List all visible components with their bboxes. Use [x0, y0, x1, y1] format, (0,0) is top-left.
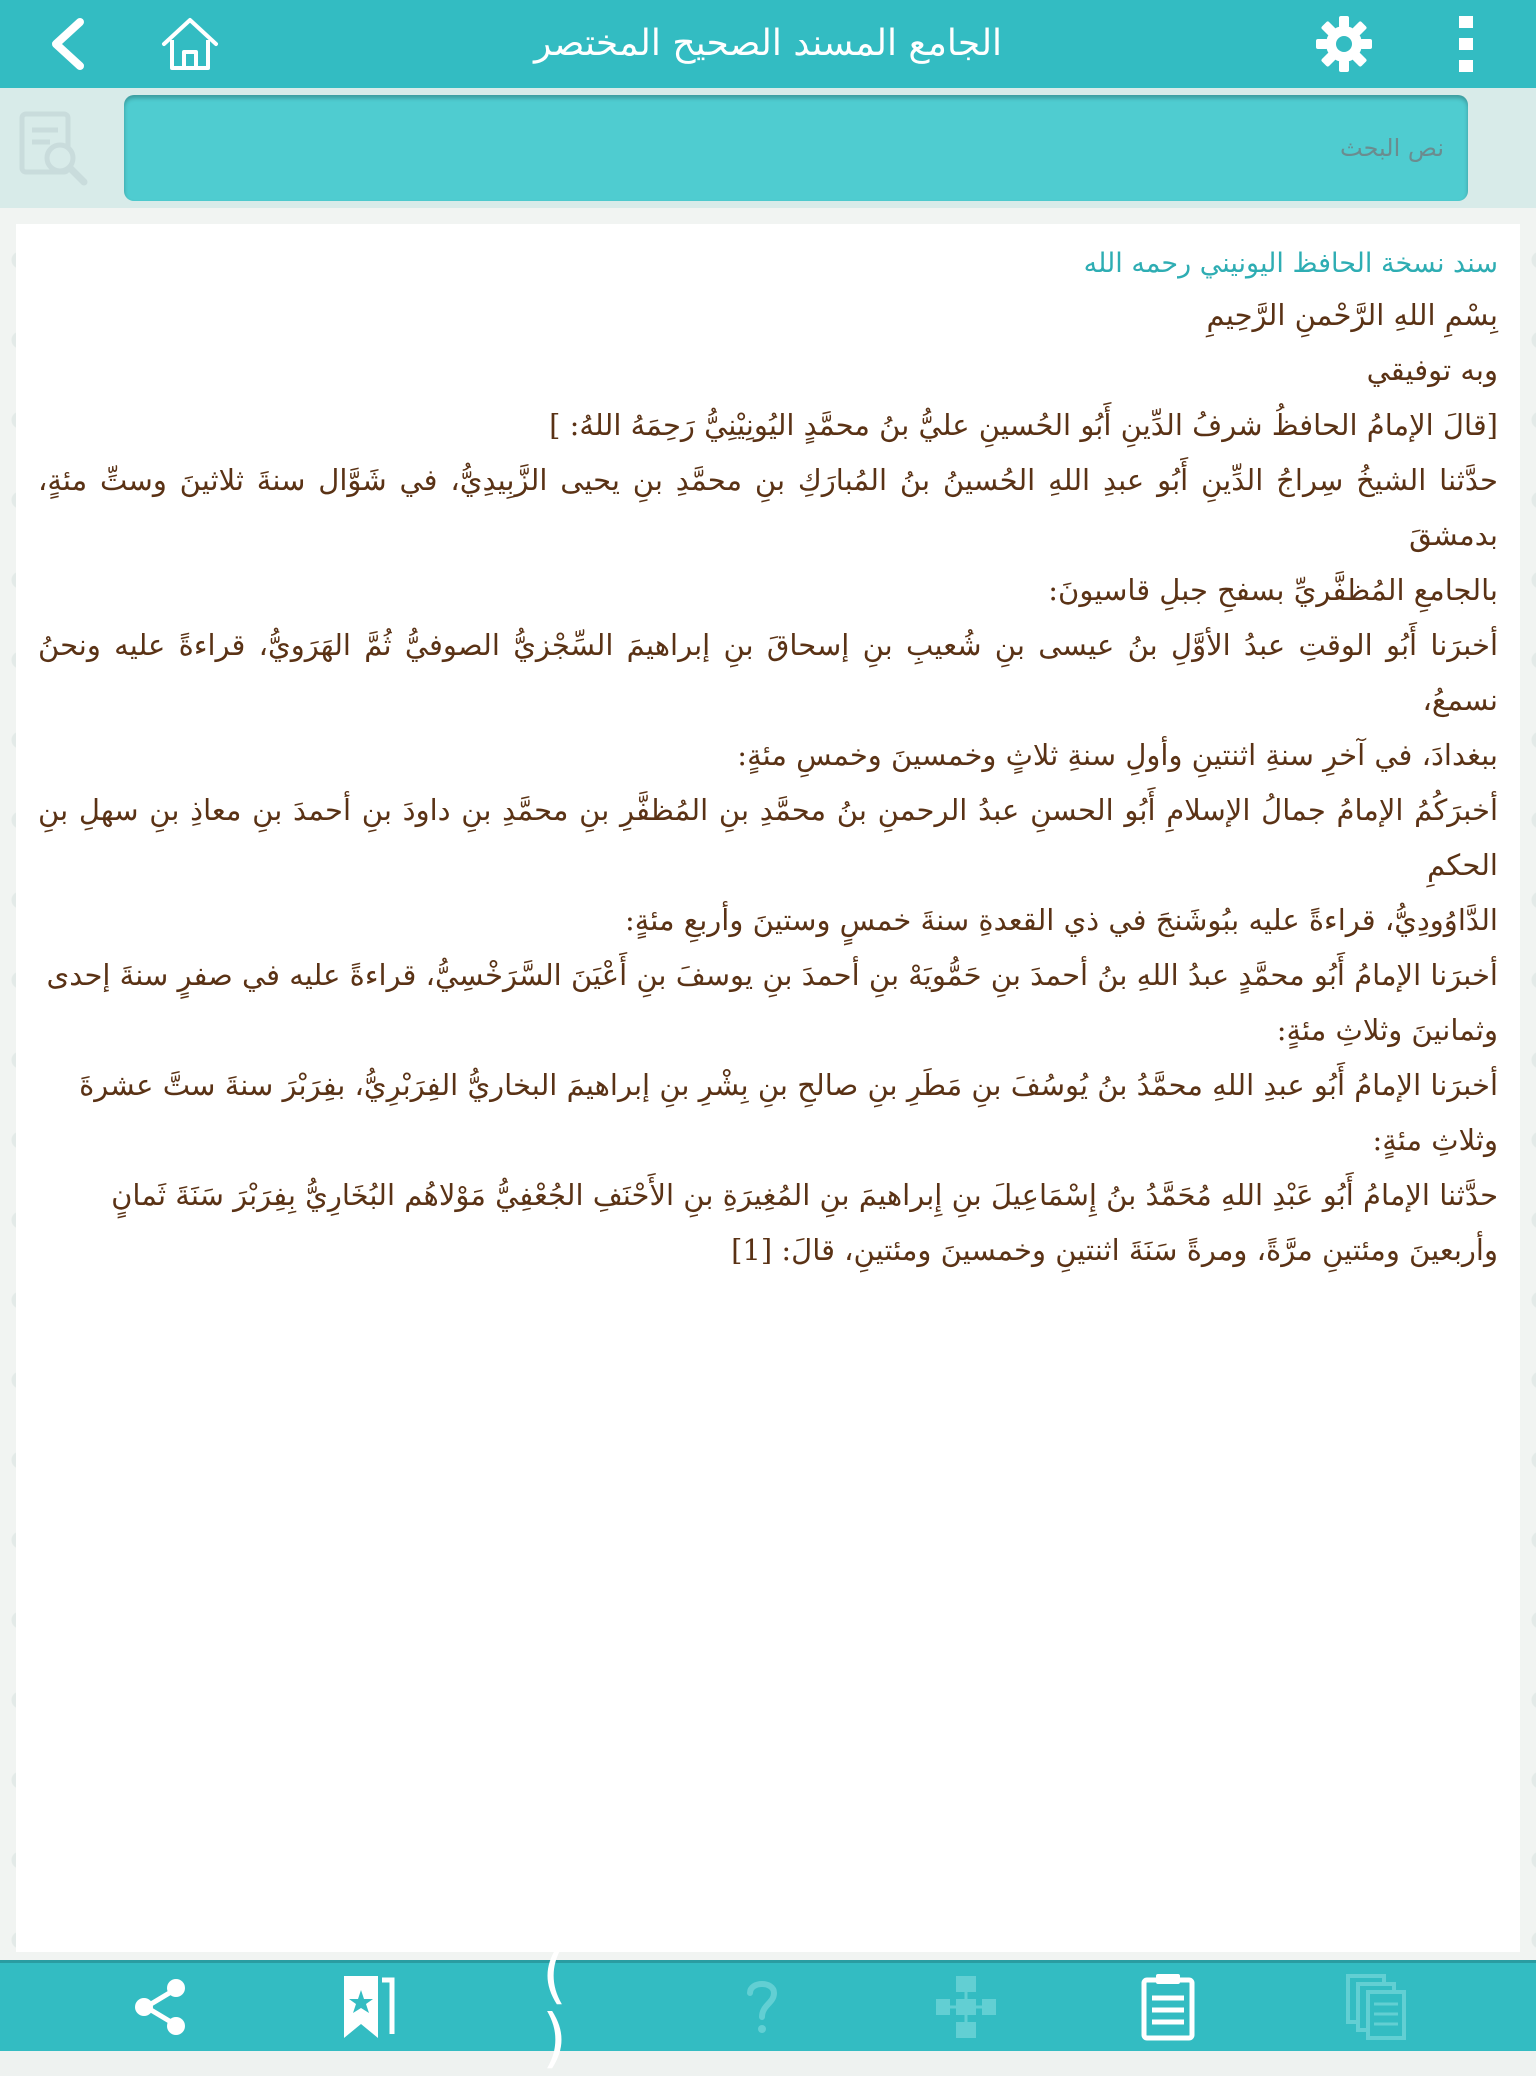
text-line: أخبرَنا أَبُو الوقتِ عبدُ الأوَّلِ بنُ عيسى بنِ شُعيبِ بنِ إسحاقَ بنِ إبراهيمَ السِّجْزيُّ الصوفيُّ ثُمَّ الهَرَويُّ، قراءةً عليه ونحنُ نسمعُ،: [38, 628, 1498, 717]
tree-structure-icon: [934, 1972, 998, 2042]
home-icon: [158, 14, 222, 74]
text-line: بِسْمِ اللهِ الرَّحْمنِ الرَّحِيمِ: [1206, 298, 1498, 332]
notes-button[interactable]: [1118, 1963, 1218, 2051]
parentheses-button[interactable]: [512, 1938, 632, 2076]
copy-pages-icon: [1344, 1972, 1408, 2042]
settings-button[interactable]: [1300, 0, 1388, 88]
text-line: [قالَ الإمامُ الحافظُ شرفُ الدِّينِ أَبُو الحُسينِ عليُّ بنُ محمَّدٍ اليُونِيْنِيُّ رَحِمَهُ اللهُ: ]: [549, 408, 1498, 442]
vertical-dots-icon: [1456, 12, 1476, 76]
copy-button[interactable]: [1326, 1963, 1426, 2051]
question-mark-icon: [742, 1975, 782, 2039]
share-button[interactable]: [110, 1963, 210, 2051]
text-line: أخبرَكُمُ الإمامُ جمالُ الإسلامِ أَبُو الحسنِ عبدُ الرحمنِ بنُ محمَّدِ بنِ المُظفَّرِ بنِ محمَّدِ بنِ داودَ بنِ أحمدَ بنِ معاذِ بنِ سهلِ بنِ الحكمِ: [38, 793, 1498, 882]
back-button[interactable]: [24, 0, 112, 88]
text-line: وثلاثِ مئةٍ:: [1372, 1123, 1498, 1157]
text-line: الدَّاوُودِيُّ، قراءةً عليه ببُوشَنجَ في ذي القعدةِ سنةَ خمسٍ وستينَ وأربعِ مئةٍ:: [624, 903, 1498, 937]
text-line: وثمانينَ وثلاثِ مئةٍ:: [1276, 1013, 1498, 1047]
search-box: [124, 95, 1468, 201]
notes-clipboard-icon: [1138, 1972, 1198, 2042]
page-title: الجامع المسند الصحيح المختصر: [533, 23, 1003, 64]
text-line: بالجامعِ المُظفَّريِّ بسفحِ جبلِ قاسيونَ:: [1048, 573, 1498, 607]
bookmark-star-icon: [338, 1972, 398, 2042]
search-document-icon: [16, 108, 90, 188]
parentheses-icon: ( ): [542, 1938, 597, 2076]
gear-icon: [1314, 14, 1374, 74]
top-bar: [0, 0, 1536, 91]
chevron-left-icon: [44, 16, 92, 72]
bookmark-button[interactable]: [318, 1963, 418, 2051]
text-line: حدَّثنا الإمامُ أَبُو عَبْدِ اللهِ مُحَمَّدُ بنُ إِسْمَاعِيلَ بنِ إِبراهيمَ بنِ المُغِيرَةِ بنِ الأَحْنَفِ الجُعْفِيُّ مَوْلاهُم البُخَارِيُّ بِفِرَبْرَ سَنَةَ ثَمانٍ: [111, 1178, 1498, 1212]
text-line: حدَّثنا الشيخُ سِراجُ الدِّينِ أَبُو عبدِ اللهِ الحُسينُ بنُ المُبارَكِ بنِ محمَّدِ بنِ يحيى الزَّبِيدِيُّ، في شَوَّال سنةَ ثلاثينَ وستِّ مئةٍ، بدمشقَ: [38, 463, 1498, 552]
text-line: وبه توفيقي: [1366, 353, 1498, 387]
text-line: ببغدادَ، في آخرِ سنةِ اثنتينِ وأولِ سنةِ ثلاثٍ وخمسينَ وخمسِ مئةٍ:: [737, 738, 1498, 772]
text-line: وأربعينَ ومئتينِ مرَّةً، ومرةً سَنَةَ اثنتينِ وخمسينَ ومئتينِ، قالَ: [1]: [731, 1233, 1498, 1267]
bottom-toolbar: [0, 1938, 1536, 2076]
question-button[interactable]: [712, 1963, 812, 2051]
section-heading: سند نسخة الحافظ اليونيني رحمه الله: [1083, 248, 1498, 279]
menu-button[interactable]: [1420, 0, 1512, 88]
content-panel: [16, 224, 1520, 1952]
share-icon: [128, 1975, 192, 2039]
tree-button[interactable]: [916, 1963, 1016, 2051]
text-line: أخبرَنا الإمامُ أَبُو عبدِ اللهِ محمَّدُ بنُ يُوسُفَ بنِ مَطَرِ بنِ صالحِ بنِ بِشْرِ بنِ إبراهيمَ البخاريُّ الفِرَبْرِيُّ، بفِرَبْرَ سنةَ ستَّ عشرةَ: [79, 1068, 1498, 1102]
search-button[interactable]: [10, 100, 96, 196]
home-button[interactable]: [146, 0, 234, 88]
search-input[interactable]: [124, 95, 1468, 201]
text-line: أخبرَنا الإمامُ أَبُو محمَّدٍ عبدُ اللهِ بنُ أحمدَ بنِ حَمُّويَهْ بنِ أحمدَ بنِ يوسفَ بنِ أَعْيَنَ السَّرَخْسِيُّ، قراءةً عليه في صفرٍ سنةَ إحدى: [46, 958, 1498, 992]
